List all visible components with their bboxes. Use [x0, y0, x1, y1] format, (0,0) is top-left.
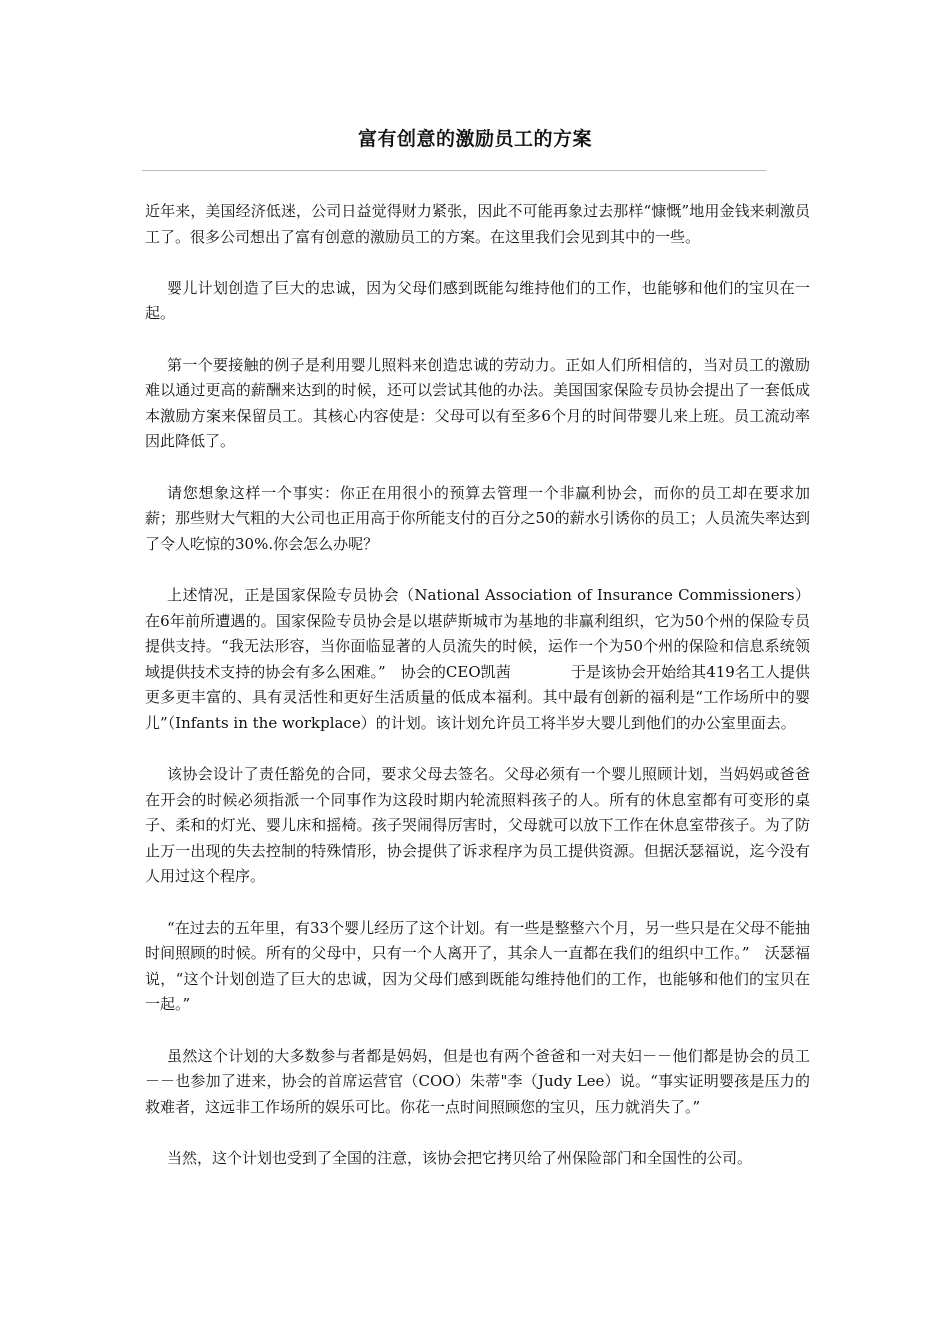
document-body [145, 199, 810, 1172]
paragraph-quote-results: “在过去的五年里，有33个婴儿经历了这个计划。有一些是整整六个月，另一些只是在父母不能抽时间照顾的时候。所有的父母中，只有一个人离开了，其余人一直都在我们的组织中工作。” 沃瑟福说，“这个计划创造了巨大的忠诚，因为父母们感到既能勾维持他们的工作，也能够和他们的宝贝在一起。” [145, 918, 810, 1014]
paragraph-summary: 婴儿计划创造了巨大的忠诚，因为父母们感到既能勾维持他们的工作，也能够和他们的宝贝在一起。 [145, 278, 810, 323]
paragraph-contract-design: 该协会设计了责任豁免的合同，要求父母去签名。父母必须有一个婴儿照顾计划，当妈妈或爸爸在开会的时候必须指派一个同事作为这段时期内轮流照料孩子的人。所有的休息室都有可变形的桌子、柔和的灯光、婴儿床和摇椅。孩子哭闹得厉害时，父母就可以放下工作在休息室带孩子。为了防止万一出现的失去控制的特殊情形，协会提供了诉求程序为员工提供资源。但据沃瑟福说，迄今没有人用过这个程序。 [145, 765, 810, 886]
title-divider [142, 170, 766, 171]
paragraph-participants: 虽然这个计划的大多数参与者都是妈妈，但是也有两个爸爸和一对夫妇－－他们都是协会的员工－－也参加了进来，协会的首席运营官（COO）朱蒂"李（Judy Lee）说。“事实证明婴孩是压力的救难者，这远非工作场所的娱乐可比。你花一点时间照顾您的宝贝，压力就消失了。” [145, 1046, 810, 1116]
document-title: 富有创意的激励员工的方案 [357, 128, 592, 150]
paragraph-naic-history: 上述情况，正是国家保险专员协会（National Association of Insurance Commissioners）在6年前所遭遇的。国家保险专员协会是以堪萨斯城市为基地的非赢利组织，它为50个州的保险专员提供支持。“我无法形容，当你面临显著的人员流失的时候，运作一个为50个州的保险和信息系统领域提供技术支持的协会有多么困难。” 协会的CEO凯茜 于是该协会开始给其419名工人提供更多更丰富的、具有灵活性和更好生活质量的低成本福利。其中最有创新的福利是“工作场所中的婴儿”（Infants in the workplace）的计划。该计划允许员工将半岁大婴儿到他们的办公室里面去。 [145, 585, 810, 732]
paragraph-national-attention: 当然，这个计划也受到了全国的注意，该协会把它拷贝给了州保险部门和全国性的公司。 [167, 1148, 753, 1167]
paragraph-intro: 近年来，美国经济低迷，公司日益觉得财力紧张，因此不可能再象过去那样“慷慨”地用金钱来刺激员工了。很多公司想出了富有创意的激励员工的方案。在这里我们会见到其中的一些。 [145, 202, 810, 246]
paragraph-scenario: 请您想象这样一个事实：你正在用很小的预算去管理一个非赢利协会，而你的员工却在要求加薪；那些财大气粗的大公司也正用高于你所能支付的百分之50的薪水引诱你的员工；人员流失率达到了令人吃惊的30%.你会怎么办呢？ [145, 483, 810, 553]
paragraph-example: 第一个要接触的例子是利用婴儿照料来创造忠诚的劳动力。正如人们所相信的，当对员工的激励难以通过更高的薪酬来达到的时候，还可以尝试其他的办法。美国国家保险专员协会提出了一套低成本激励方案来保留员工。其核心内容使是：父母可以有至多6个月的时间带婴儿来上班。员工流动率因此降低了。 [145, 355, 810, 451]
